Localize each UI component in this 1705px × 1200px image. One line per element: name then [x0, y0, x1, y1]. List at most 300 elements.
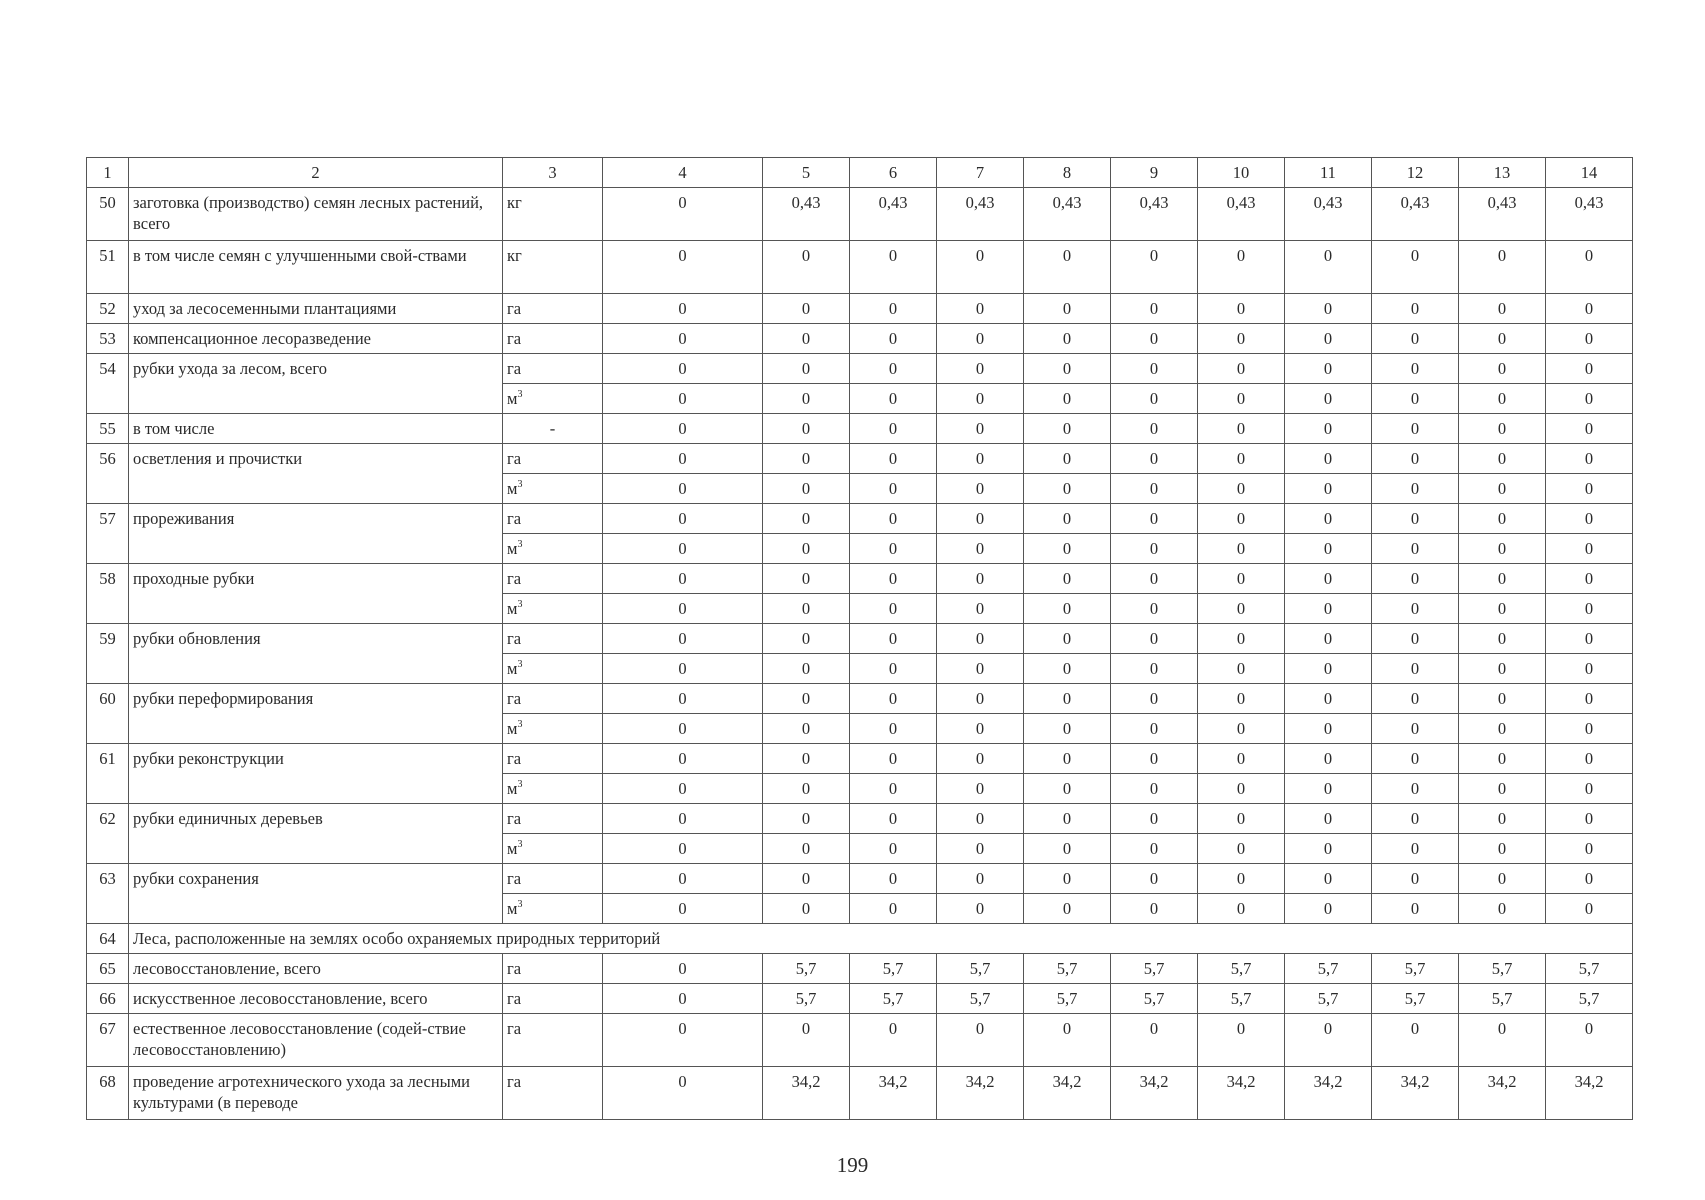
value-cell: 0	[1111, 624, 1198, 654]
value-cell: 5,7	[1111, 984, 1198, 1014]
value-cell: 0	[850, 1014, 937, 1067]
value-cell: 0	[1024, 774, 1111, 804]
unit-exponent: 3	[517, 538, 523, 550]
value-cell: 0	[763, 804, 850, 834]
page-number: 199	[836, 1153, 869, 1177]
value-cell: 0	[1198, 294, 1285, 324]
value-cell: 0	[1546, 294, 1633, 324]
value-cell: 0	[1372, 744, 1459, 774]
value-cell: 0	[603, 354, 763, 384]
value-cell: 0	[1459, 324, 1546, 354]
row-description: искусственное лесовосстановление, всего	[129, 984, 503, 1014]
value-cell: 0	[603, 894, 763, 924]
value-cell: 0	[1546, 864, 1633, 894]
value-cell: 0	[763, 294, 850, 324]
value-cell: 0	[1285, 1014, 1372, 1067]
value-cell: 0	[937, 534, 1024, 564]
value-cell: 5,7	[937, 954, 1024, 984]
value-cell: 0	[1285, 384, 1372, 414]
value-cell: 5,7	[1372, 984, 1459, 1014]
value-cell: 0	[1459, 444, 1546, 474]
value-cell: 5,7	[1459, 954, 1546, 984]
value-cell: 0	[1111, 594, 1198, 624]
row-number: 51	[87, 241, 129, 294]
unit-cell: га	[503, 1014, 603, 1067]
value-cell: 0	[850, 864, 937, 894]
value-cell: 0	[1459, 504, 1546, 534]
value-cell: 0	[1459, 594, 1546, 624]
value-cell: 0	[603, 804, 763, 834]
unit-text: м	[507, 599, 518, 618]
value-cell: 0	[850, 474, 937, 504]
value-cell: 5,7	[1546, 954, 1633, 984]
value-cell: 34,2	[1111, 1067, 1198, 1120]
value-cell: 0	[1198, 744, 1285, 774]
value-cell: 0	[1024, 804, 1111, 834]
value-cell: 0	[937, 774, 1024, 804]
header-cell: 8	[1024, 158, 1111, 188]
value-cell: 0	[1198, 804, 1285, 834]
table-row	[87, 564, 1633, 594]
value-cell: 0	[763, 241, 850, 294]
table-row	[87, 414, 1633, 444]
row-description: лесовосстановление, всего	[129, 954, 503, 984]
row-number: 60	[87, 684, 129, 744]
value-cell: 0	[763, 834, 850, 864]
value-cell: 0	[1372, 654, 1459, 684]
value-cell: 0	[1111, 684, 1198, 714]
unit-cell	[503, 834, 603, 864]
value-cell: 0	[1372, 894, 1459, 924]
value-cell: 0	[1198, 414, 1285, 444]
value-cell: 0	[1546, 474, 1633, 504]
unit-cell: га	[503, 294, 603, 324]
value-cell: 0	[1111, 864, 1198, 894]
value-cell: 0,43	[1198, 188, 1285, 241]
value-cell: 5,7	[1546, 984, 1633, 1014]
value-cell: 0	[1546, 804, 1633, 834]
value-cell: 0	[850, 324, 937, 354]
row-description: рубки реконструкции	[129, 744, 503, 804]
header-cell: 3	[503, 158, 603, 188]
value-cell: 0	[1111, 774, 1198, 804]
value-cell: 34,2	[1285, 1067, 1372, 1120]
value-cell: 0	[1546, 714, 1633, 744]
value-cell: 5,7	[850, 984, 937, 1014]
unit-cell	[503, 894, 603, 924]
value-cell: 0	[1111, 534, 1198, 564]
value-cell: 0	[1024, 294, 1111, 324]
value-cell: 0	[1459, 684, 1546, 714]
row-description: рубки обновления	[129, 624, 503, 684]
value-cell: 5,7	[1111, 954, 1198, 984]
value-cell: 0	[850, 834, 937, 864]
value-cell: 0	[850, 714, 937, 744]
unit-exponent: 3	[517, 658, 523, 670]
unit-text: м	[507, 779, 518, 798]
unit-cell: га	[503, 684, 603, 714]
value-cell: 0	[1111, 714, 1198, 744]
value-cell: 0	[603, 984, 763, 1014]
table-row	[87, 954, 1633, 984]
value-cell: 0	[603, 744, 763, 774]
row-description: проведение агротехнического ухода за лесными культурами (в переводе	[129, 1067, 503, 1120]
value-cell: 0	[1546, 444, 1633, 474]
value-cell: 0	[1372, 504, 1459, 534]
value-cell: 0	[937, 1014, 1024, 1067]
value-cell: 0	[1285, 444, 1372, 474]
value-cell: 0	[850, 414, 937, 444]
value-cell: 0	[1198, 774, 1285, 804]
unit-cell	[503, 774, 603, 804]
value-cell: 0	[937, 474, 1024, 504]
value-cell: 0	[763, 654, 850, 684]
header-cell: 11	[1285, 158, 1372, 188]
value-cell: 5,7	[1372, 954, 1459, 984]
row-number: 54	[87, 354, 129, 414]
row-number: 56	[87, 444, 129, 504]
row-description: рубки единичных деревьев	[129, 804, 503, 864]
table-row	[87, 804, 1633, 834]
row-description: проходные рубки	[129, 564, 503, 624]
value-cell: 0	[1546, 241, 1633, 294]
value-cell: 0	[1198, 624, 1285, 654]
value-cell: 0	[603, 594, 763, 624]
value-cell: 0	[1198, 324, 1285, 354]
value-cell: 0	[1546, 654, 1633, 684]
value-cell: 5,7	[1198, 954, 1285, 984]
unit-exponent: 3	[517, 718, 523, 730]
value-cell: 0	[937, 384, 1024, 414]
unit-cell	[503, 534, 603, 564]
value-cell: 0	[937, 241, 1024, 294]
row-number: 55	[87, 414, 129, 444]
value-cell: 0	[1024, 834, 1111, 864]
value-cell: 0	[1372, 384, 1459, 414]
value-cell: 0	[1024, 714, 1111, 744]
value-cell: 34,2	[937, 1067, 1024, 1120]
row-number: 59	[87, 624, 129, 684]
value-cell: 0	[1024, 354, 1111, 384]
unit-cell: га	[503, 624, 603, 654]
table-row	[87, 324, 1633, 354]
header-cell: 6	[850, 158, 937, 188]
table-row	[87, 354, 1633, 384]
value-cell: 0	[603, 834, 763, 864]
table-row	[87, 1014, 1633, 1067]
value-cell: 5,7	[850, 954, 937, 984]
unit-cell: га	[503, 804, 603, 834]
value-cell: 0	[763, 534, 850, 564]
value-cell: 34,2	[1459, 1067, 1546, 1120]
unit-cell: га	[503, 354, 603, 384]
row-description: компенсационное лесоразведение	[129, 324, 503, 354]
value-cell: 0	[763, 354, 850, 384]
unit-text: м	[507, 899, 518, 918]
value-cell: 0	[1198, 894, 1285, 924]
value-cell: 0	[850, 504, 937, 534]
value-cell: 0	[1372, 414, 1459, 444]
unit-cell: га	[503, 1067, 603, 1120]
value-cell: 0	[603, 654, 763, 684]
value-cell: 0	[1198, 474, 1285, 504]
value-cell: 0	[1111, 894, 1198, 924]
row-description: рубки переформирования	[129, 684, 503, 744]
value-cell: 0	[603, 241, 763, 294]
value-cell: 0	[937, 504, 1024, 534]
value-cell: 0	[1372, 834, 1459, 864]
value-cell: 0	[603, 624, 763, 654]
value-cell: 0	[1459, 894, 1546, 924]
value-cell: 0	[763, 864, 850, 894]
value-cell: 0	[1459, 1014, 1546, 1067]
value-cell: 0	[850, 294, 937, 324]
value-cell: 0	[1111, 324, 1198, 354]
value-cell: 0	[1111, 744, 1198, 774]
value-cell: 34,2	[1024, 1067, 1111, 1120]
value-cell: 0	[937, 354, 1024, 384]
value-cell: 0	[763, 684, 850, 714]
value-cell: 0	[1111, 444, 1198, 474]
unit-exponent: 3	[517, 778, 523, 790]
row-number: 58	[87, 564, 129, 624]
value-cell: 5,7	[1198, 984, 1285, 1014]
unit-exponent: 3	[517, 598, 523, 610]
table-row	[87, 684, 1633, 714]
value-cell: 0	[603, 414, 763, 444]
value-cell: 0	[937, 744, 1024, 774]
row-number: 63	[87, 864, 129, 924]
header-cell: 14	[1546, 158, 1633, 188]
row-description: прореживания	[129, 504, 503, 564]
unit-cell: га	[503, 984, 603, 1014]
value-cell: 0	[1024, 324, 1111, 354]
row-description: рубки сохранения	[129, 864, 503, 924]
value-cell: 0	[1024, 241, 1111, 294]
value-cell: 0	[1372, 354, 1459, 384]
value-cell: 0	[1024, 564, 1111, 594]
unit-cell: -	[503, 414, 603, 444]
value-cell: 0	[1285, 324, 1372, 354]
unit-text: м	[507, 719, 518, 738]
header-cell: 1	[87, 158, 129, 188]
value-cell: 0,43	[1285, 188, 1372, 241]
value-cell: 0	[1372, 564, 1459, 594]
value-cell: 0	[1285, 774, 1372, 804]
value-cell: 0	[1372, 774, 1459, 804]
value-cell: 0	[1024, 894, 1111, 924]
value-cell: 0	[1372, 241, 1459, 294]
table-row	[87, 294, 1633, 324]
value-cell: 0	[1285, 684, 1372, 714]
value-cell: 0	[763, 774, 850, 804]
value-cell: 5,7	[1024, 984, 1111, 1014]
row-number: 66	[87, 984, 129, 1014]
value-cell: 0	[1372, 294, 1459, 324]
value-cell: 0	[763, 504, 850, 534]
value-cell: 0	[1285, 624, 1372, 654]
unit-text: м	[507, 839, 518, 858]
value-cell: 0	[937, 594, 1024, 624]
value-cell: 0	[1024, 654, 1111, 684]
section-heading: Леса, расположенные на землях особо охраняемых природных территорий	[129, 924, 1633, 954]
value-cell: 0	[1024, 504, 1111, 534]
value-cell: 0	[850, 594, 937, 624]
value-cell: 0	[1546, 324, 1633, 354]
value-cell: 0	[1546, 834, 1633, 864]
value-cell: 5,7	[1285, 954, 1372, 984]
unit-cell: кг	[503, 241, 603, 294]
value-cell: 5,7	[937, 984, 1024, 1014]
row-number: 64	[87, 924, 129, 954]
value-cell: 0	[1459, 534, 1546, 564]
unit-cell: га	[503, 744, 603, 774]
header-cell: 5	[763, 158, 850, 188]
row-number: 53	[87, 324, 129, 354]
value-cell: 0	[1024, 384, 1111, 414]
value-cell: 0	[1372, 444, 1459, 474]
value-cell: 0	[850, 744, 937, 774]
value-cell: 0	[1372, 804, 1459, 834]
value-cell: 0	[1285, 804, 1372, 834]
value-cell: 0	[603, 324, 763, 354]
unit-exponent: 3	[517, 388, 523, 400]
value-cell: 0	[763, 594, 850, 624]
row-description: в том числе	[129, 414, 503, 444]
value-cell: 0	[603, 1014, 763, 1067]
header-cell: 13	[1459, 158, 1546, 188]
unit-cell: га	[503, 504, 603, 534]
value-cell: 0	[1546, 534, 1633, 564]
value-cell: 0	[1459, 294, 1546, 324]
value-cell: 34,2	[1372, 1067, 1459, 1120]
value-cell: 0	[763, 1014, 850, 1067]
table-row	[87, 984, 1633, 1014]
table-row	[87, 504, 1633, 534]
value-cell: 0	[1546, 414, 1633, 444]
value-cell: 0	[1285, 241, 1372, 294]
value-cell: 5,7	[1024, 954, 1111, 984]
value-cell: 0	[937, 864, 1024, 894]
value-cell: 0	[850, 241, 937, 294]
value-cell: 0	[937, 714, 1024, 744]
value-cell: 0	[603, 294, 763, 324]
value-cell: 0	[937, 834, 1024, 864]
value-cell: 0	[1111, 1014, 1198, 1067]
value-cell: 0	[1198, 564, 1285, 594]
value-cell: 0	[1546, 354, 1633, 384]
value-cell: 0	[1111, 804, 1198, 834]
value-cell: 0	[1546, 594, 1633, 624]
value-cell: 0	[1459, 564, 1546, 594]
value-cell: 0	[763, 624, 850, 654]
value-cell: 0	[763, 564, 850, 594]
unit-exponent: 3	[517, 898, 523, 910]
value-cell: 0	[763, 444, 850, 474]
row-description: естественное лесовосстановление (содей-ствие лесовосстановлению)	[129, 1014, 503, 1067]
value-cell: 0	[937, 564, 1024, 594]
value-cell: 0	[1372, 594, 1459, 624]
value-cell: 0	[603, 714, 763, 744]
unit-exponent: 3	[517, 478, 523, 490]
unit-exponent: 3	[517, 838, 523, 850]
row-number: 62	[87, 804, 129, 864]
value-cell: 0	[1024, 684, 1111, 714]
value-cell: 34,2	[850, 1067, 937, 1120]
value-cell: 0	[1372, 1014, 1459, 1067]
header-cell: 12	[1372, 158, 1459, 188]
value-cell: 0	[1372, 684, 1459, 714]
value-cell: 0	[937, 624, 1024, 654]
value-cell: 0	[1546, 564, 1633, 594]
value-cell: 34,2	[1546, 1067, 1633, 1120]
table-row	[87, 744, 1633, 774]
value-cell: 0	[1198, 1014, 1285, 1067]
value-cell: 0	[1198, 534, 1285, 564]
value-cell: 0	[1546, 384, 1633, 414]
value-cell: 0	[763, 324, 850, 354]
value-cell: 0	[850, 354, 937, 384]
value-cell: 5,7	[763, 954, 850, 984]
value-cell: 0	[1285, 564, 1372, 594]
unit-cell: га	[503, 564, 603, 594]
value-cell: 0	[1285, 894, 1372, 924]
value-cell: 0	[1372, 624, 1459, 654]
value-cell: 0	[1198, 241, 1285, 294]
value-cell: 0	[850, 384, 937, 414]
value-cell: 0	[1285, 654, 1372, 684]
value-cell: 0	[1372, 714, 1459, 744]
value-cell: 0	[1198, 354, 1285, 384]
value-cell: 5,7	[1285, 984, 1372, 1014]
row-description: в том числе семян с улучшенными свой-ствами	[129, 241, 503, 294]
forest-plan-table	[86, 157, 1633, 1120]
row-number: 50	[87, 188, 129, 241]
row-number: 65	[87, 954, 129, 984]
value-cell: 0	[1111, 564, 1198, 594]
value-cell: 0	[1198, 684, 1285, 714]
value-cell: 0	[1198, 504, 1285, 534]
header-cell: 4	[603, 158, 763, 188]
value-cell: 0,43	[1111, 188, 1198, 241]
value-cell: 0	[603, 474, 763, 504]
value-cell: 0	[1285, 354, 1372, 384]
value-cell: 0	[937, 414, 1024, 444]
value-cell: 0	[1024, 594, 1111, 624]
value-cell: 0	[1024, 744, 1111, 774]
value-cell: 0	[763, 714, 850, 744]
value-cell: 0	[1285, 414, 1372, 444]
value-cell: 0	[1285, 744, 1372, 774]
value-cell: 0	[1198, 594, 1285, 624]
value-cell: 0	[937, 894, 1024, 924]
unit-text: м	[507, 479, 518, 498]
value-cell: 0	[1285, 864, 1372, 894]
value-cell: 0	[937, 444, 1024, 474]
value-cell: 0	[1285, 294, 1372, 324]
unit-cell: га	[503, 324, 603, 354]
value-cell: 0,43	[1024, 188, 1111, 241]
value-cell: 0,43	[1459, 188, 1546, 241]
value-cell: 0	[1459, 714, 1546, 744]
value-cell: 0	[937, 804, 1024, 834]
value-cell: 0,43	[850, 188, 937, 241]
value-cell: 0	[1285, 834, 1372, 864]
value-cell: 0	[850, 684, 937, 714]
row-description: осветления и прочистки	[129, 444, 503, 504]
unit-cell: га	[503, 954, 603, 984]
unit-text: м	[507, 539, 518, 558]
